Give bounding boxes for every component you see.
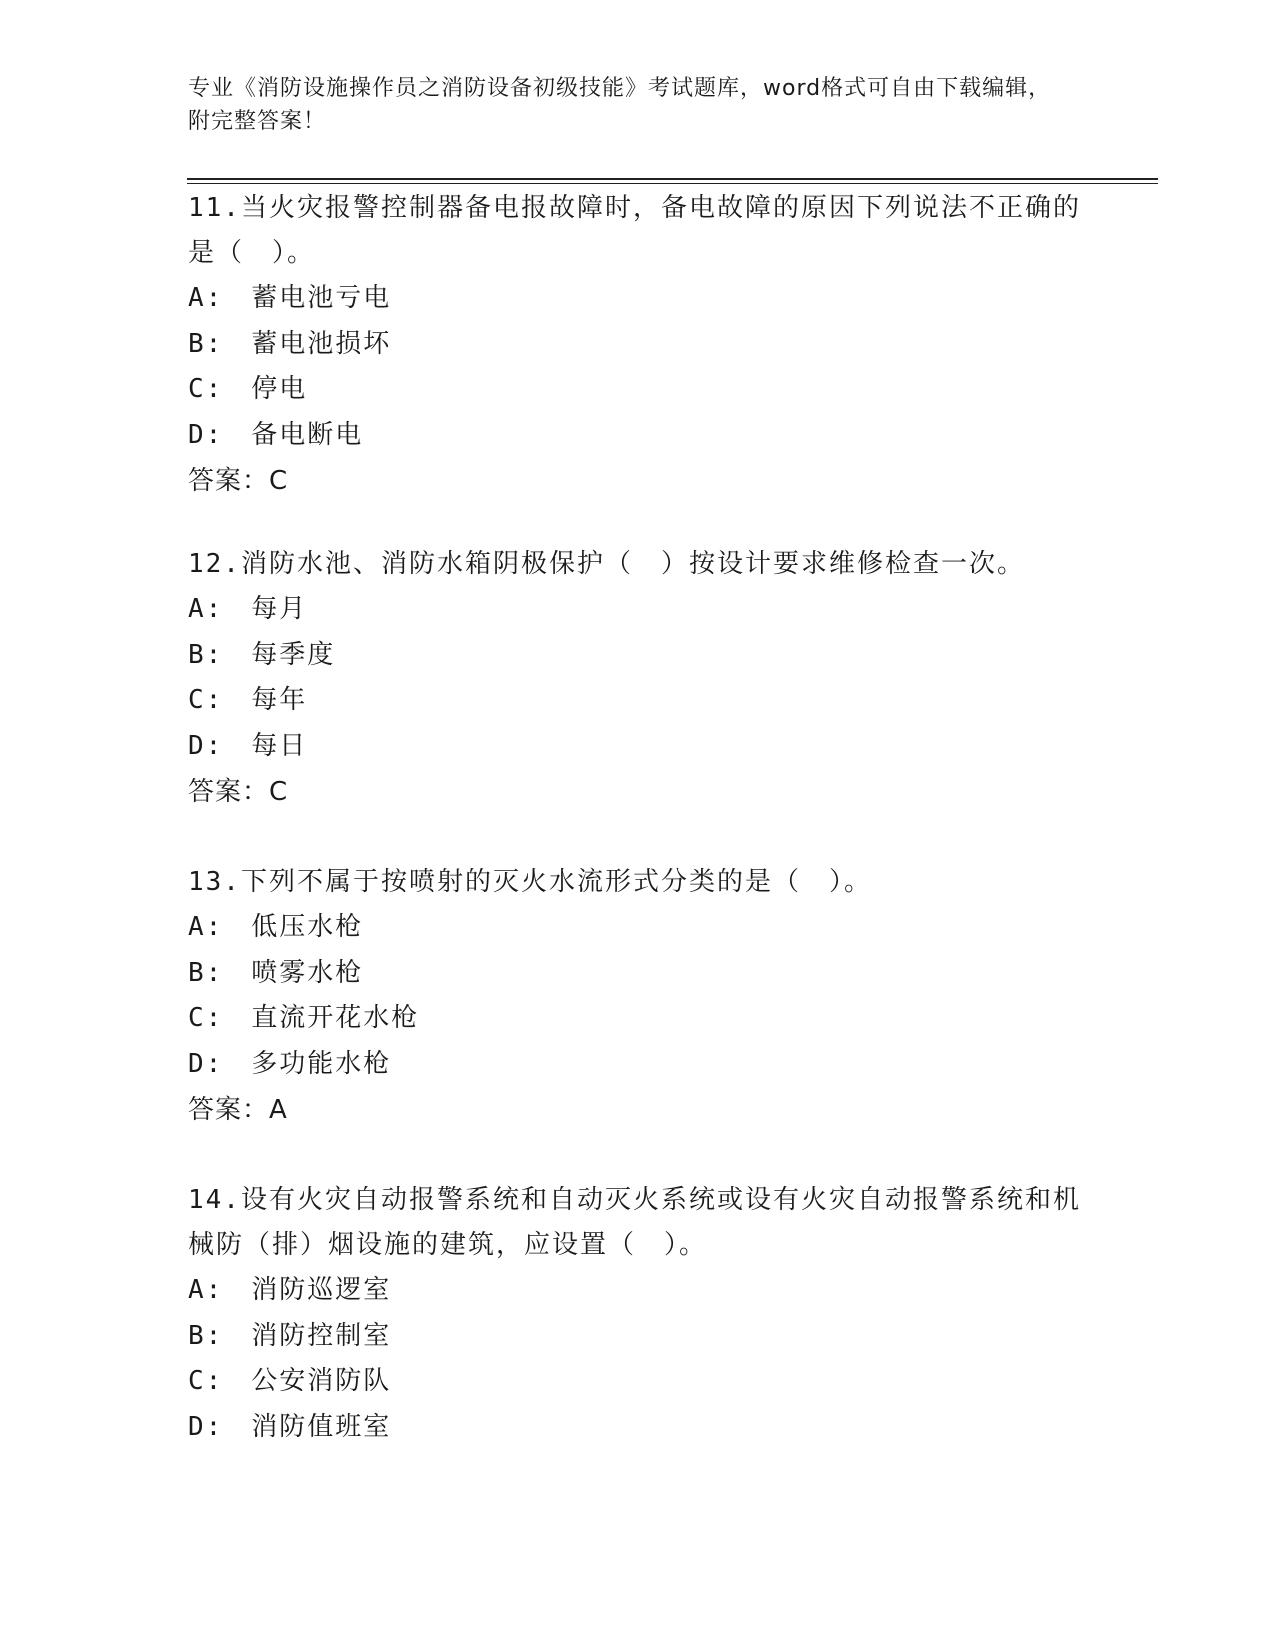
question-stem: 13.下列不属于按喷射的灭火水流形式分类的是（ ）。	[188, 867, 872, 897]
answer-line: 答案：C	[188, 466, 289, 496]
option-c: C: 停电	[188, 374, 308, 404]
header-divider-thin	[187, 183, 1158, 184]
question-14	[188, 1178, 1088, 1450]
option-b: B: 蓄电池损坏	[188, 328, 392, 359]
question-11	[188, 186, 1088, 504]
question-stem: 14.设有火灾自动报警系统和自动灭火系统或设有火灾自动报警系统和机械防（排）烟设施的建筑，应设置（ ）。	[188, 1185, 1081, 1260]
question-13	[188, 860, 1088, 1133]
option-a: A: 消防巡逻室	[188, 1275, 392, 1305]
answer-line: 答案：A	[188, 1095, 288, 1125]
option-c: C: 直流开花水枪	[188, 1003, 420, 1033]
option-a: A: 每月	[188, 594, 308, 624]
option-d: D: 每日	[188, 730, 308, 761]
option-c: C: 公安消防队	[188, 1366, 392, 1396]
question-12	[188, 542, 1088, 815]
option-b: B: 喷雾水枪	[188, 957, 364, 988]
header-divider-thick	[187, 178, 1158, 180]
option-d: D: 备电断电	[188, 419, 364, 450]
option-a: A: 低压水枪	[188, 912, 364, 942]
option-b: B: 消防控制室	[188, 1320, 392, 1351]
question-stem: 12.消防水池、消防水箱阴极保护（ ）按设计要求维修检查一次。	[188, 549, 1025, 579]
option-a: A: 蓄电池亏电	[188, 283, 392, 313]
option-b: B: 每季度	[188, 639, 336, 670]
option-d: D: 多功能水枪	[188, 1048, 392, 1079]
answer-line: 答案：C	[188, 777, 289, 807]
document-header: 专业《消防设施操作员之消防设备初级技能》考试题库，word格式可自由下载编辑，附完整答案！	[188, 76, 1052, 134]
option-c: C: 每年	[188, 685, 308, 715]
question-stem: 11.当火灾报警控制器备电报故障时，备电故障的原因下列说法不正确的是（ ）。	[188, 193, 1081, 268]
option-d: D: 消防值班室	[188, 1411, 392, 1442]
